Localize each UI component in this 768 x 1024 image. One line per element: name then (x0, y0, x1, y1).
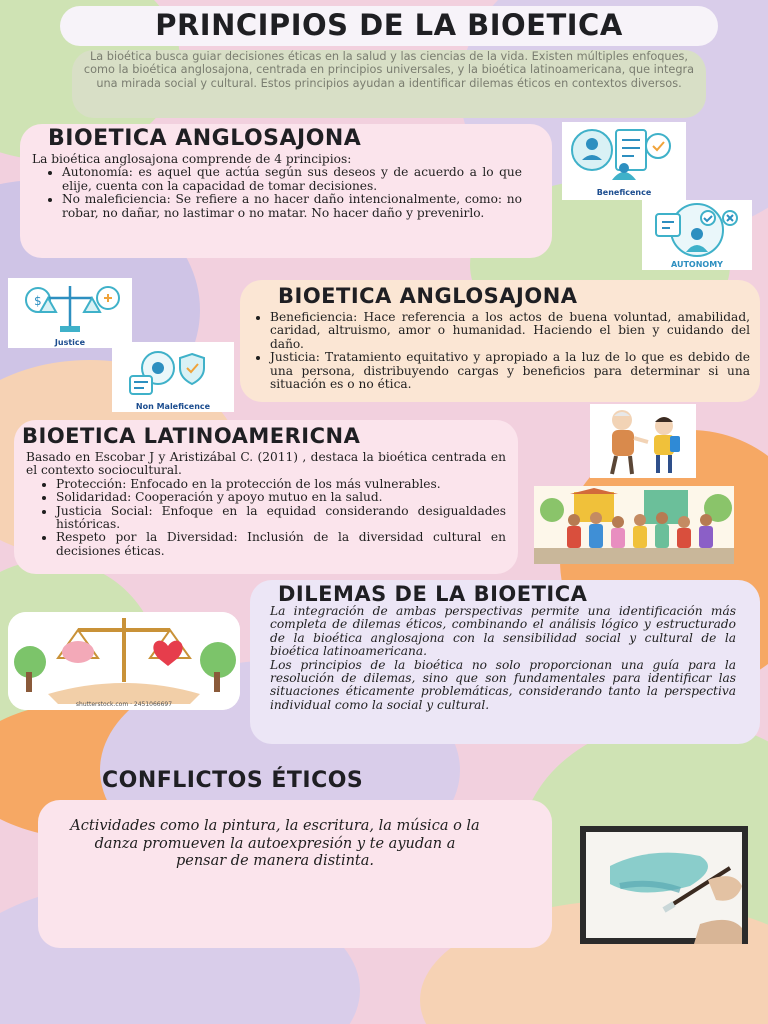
painting-photo (580, 826, 748, 944)
latino-body (26, 451, 506, 558)
list-item: • Respeto por la Diversidad: Inclusión de la diversidad cultural en decisiones éticas. (56, 531, 506, 558)
non-maleficence-icon (112, 342, 234, 402)
list-item: • Protección: Enfocado en la protección de los más vulnerables. (56, 478, 506, 491)
latino-lead: Basado en Escobar J y Aristizábal C. (2011) , destaca la bioética centrada en el contexto sociocultural. (26, 450, 506, 478)
anglo2-body (250, 311, 750, 391)
community-illustration (534, 486, 734, 564)
list-item: • Autonomía: es aquel que actúa según sus deseos y de acuerdo a lo que elije, cuenta con la capacidad de tomar decisiones. (62, 166, 522, 193)
list-item: • Solidaridad: Cooperación y apoyo mutuo en la salud. (56, 491, 506, 504)
beneficence-image (562, 122, 686, 200)
list-item: • Beneficiencia: Hace referencia a los actos de buena voluntad, amabilidad, caridad, altruismo, amor o humanidad. Haciendo el bien y cuidando del daño. (270, 311, 750, 351)
shutterstock-label: shutterstock.com · 2451066697 (75, 701, 173, 708)
anglo1-list (32, 166, 522, 220)
intro-text: La bioética busca guiar decisiones éticas en la salud y las ciencias de la vida. Existen múltiples enfoques, como la bioética anglosajona, centrada en principios universales, y la bioética latinoamericana, que integra una mirada social y cultural. Estos principios ayudan a identificar dilemas éticos en contextos diversos. (83, 50, 695, 90)
autonomy-icon (642, 200, 752, 260)
list-item: • Justicia Social: Enfoque en la equidad considerando desigualdades históricas. (56, 505, 506, 532)
page-title: PRINCIPIOS DE LA BIOETICA (155, 8, 623, 42)
elderly-care-illustration (590, 404, 696, 478)
non-maleficence-image (112, 342, 234, 412)
dilemas-paragraph-1: La integración de ambas perspectivas permite una identificación más completa de dilemas éticos, combinando el análisis lógico y estructurado de la bioética anglosajona con la sensibilidad social y cultural de la bioética latinoamericana. (270, 604, 736, 659)
anglo2-heading: BIOETICA ANGLOSAJONA (278, 284, 578, 308)
dilemas-paragraph-2: Los principios de la bioética no solo proporcionan una guía para la resolución de dilemas, sino que son fundamentales para identificar las situaciones éticamente problemáticas, considerando tanto la perspectiva individual como la social y cultural. (270, 657, 736, 712)
svg-text:$: $ (34, 294, 42, 308)
justice-icon (8, 278, 132, 340)
anglo2-list (250, 311, 750, 391)
latino-list (26, 478, 506, 558)
list-item: • No maleficiencia: Se refiere a no hacer daño intencionalmente, como: no robar, no dañar, no lastimar o no matar. No hacer daño y prevenirlo. (62, 193, 522, 220)
autonomy-image (642, 200, 752, 270)
justice-image (8, 278, 132, 348)
dilemas-heading: DILEMAS DE LA BIOETICA (278, 582, 588, 606)
anglo1-lead: La bioética anglosajona comprende de 4 principios: (32, 152, 352, 166)
community-group-icon (534, 486, 734, 564)
brain-heart-scale-icon (8, 612, 240, 710)
painting-brush-icon (580, 826, 748, 944)
conflictos-heading: CONFLICTOS ÉTICOS (102, 768, 364, 793)
dilemas-body (270, 605, 736, 712)
balance-illustration (8, 612, 240, 710)
beneficence-label: Beneficence (596, 188, 652, 197)
list-item: • Justicia: Tratamiento equitativo y apropiado a la luz de lo que es debido de una persona, distribuyendo cargas y beneficios para determinar si una situación es o no ética. (270, 351, 750, 391)
latino-heading: BIOETICA LATINOAMERICNA (22, 424, 361, 448)
anglo1-heading: BIOETICA ANGLOSAJONA (48, 126, 362, 151)
non-maleficence-label: Non Maleficence (135, 402, 211, 411)
anglo1-body (32, 153, 522, 220)
elderly-and-child-icon (590, 404, 696, 478)
conflictos-text: Actividades como la pintura, la escritura, la música o la danza promueven la autoexpresión y te ayudan a pensar de manera distinta. (70, 818, 480, 869)
beneficence-icon (562, 122, 686, 190)
autonomy-label: AUTONOMY (671, 260, 723, 269)
justice-label: Justice (54, 338, 86, 347)
